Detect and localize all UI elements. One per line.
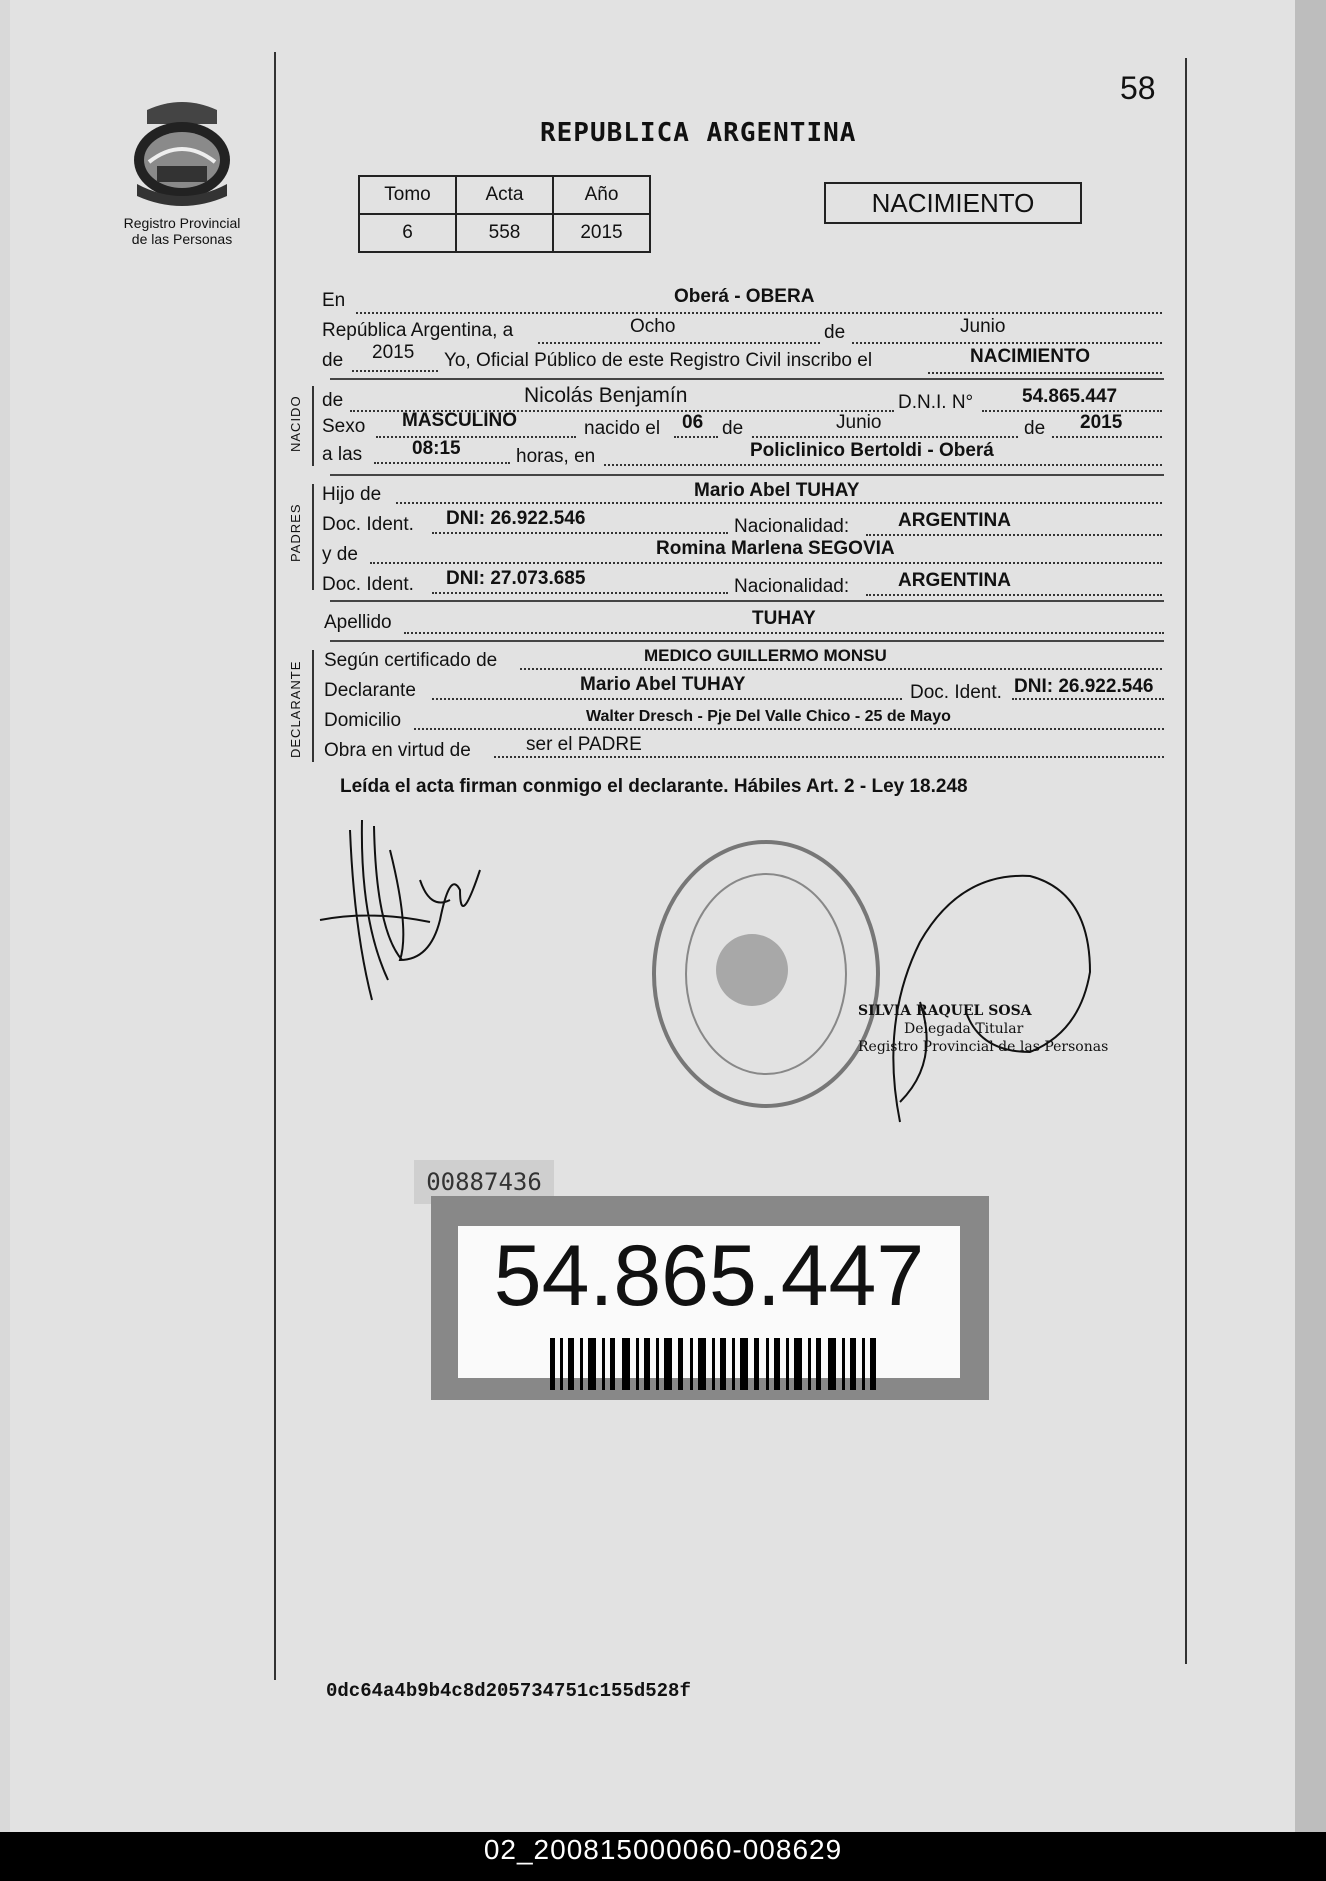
dotted-line (674, 436, 718, 438)
child-name-value: Nicolás Benjamín (524, 384, 688, 407)
dotted-line (866, 534, 1162, 536)
domicilio-label: Domicilio (324, 710, 402, 731)
father-nationality-label: Nacionalidad: (734, 516, 850, 537)
section-divider (330, 600, 1164, 602)
registry-logo (112, 96, 252, 247)
serial-number: 00887436 (414, 1160, 554, 1204)
padres-bracket (312, 484, 314, 590)
year-value: 2015 (372, 342, 415, 363)
registry-table (358, 175, 651, 253)
dotted-line (414, 728, 1164, 730)
declarante-bracket (312, 650, 314, 762)
dotted-line (376, 436, 576, 438)
section-divider (330, 474, 1164, 476)
father-doc-label: Doc. Ident. (322, 514, 414, 535)
nacido-section-label: NACIDO (288, 395, 303, 452)
acta-header: Acta (456, 176, 553, 214)
dotted-line (432, 532, 728, 534)
declarante-label: Declarante (324, 680, 416, 701)
nacido-el-label: nacido el (584, 418, 661, 439)
dotted-line (866, 594, 1162, 596)
day-words-value: Ocho (630, 316, 676, 337)
y-de-label: y de (322, 544, 358, 565)
certificado-value: MEDICO GUILLERMO MONSU (644, 646, 887, 665)
right-margin-line (1185, 58, 1187, 1664)
father-doc-value: DNI: 26.922.546 (446, 508, 586, 529)
domicilio-value: Walter Dresch - Pje Del Valle Chico - 25 de Mayo (586, 708, 951, 725)
anio-value: 2015 (553, 214, 650, 252)
padres-section-label: PADRES (288, 503, 303, 562)
registrar-role: Delegada Titular (904, 1021, 1024, 1037)
obra-label: Obra en virtud de (324, 740, 471, 761)
dotted-line (1012, 698, 1164, 700)
sticker-inner (458, 1226, 960, 1378)
barcode-icon (550, 1338, 880, 1390)
logo-caption-line1: Registro Provincial (123, 215, 241, 231)
mother-nationality-label: Nacionalidad: (734, 576, 850, 597)
dotted-line (852, 342, 1162, 344)
document-hash: 0dc64a4b9b4c8d205734751c155d528f (326, 1680, 691, 1702)
anio-header: Año (553, 176, 650, 214)
father-name-value: Mario Abel TUHAY (694, 480, 860, 501)
dni-label-sticker (431, 1196, 989, 1400)
mother-nationality-value: ARGENTINA (898, 570, 1011, 591)
dotted-line (432, 698, 902, 700)
registrar-stamp (858, 1002, 1108, 1056)
official-seal-icon (648, 836, 884, 1112)
declarante-section-label: DECLARANTE (288, 660, 303, 758)
registrar-name: SILVIA RAQUEL SOSA (858, 1003, 1032, 1019)
dni-label: D.N.I. N° (898, 392, 974, 413)
de-label: de (824, 322, 846, 343)
dotted-line (494, 756, 1164, 758)
birth-month-value: Junio (836, 412, 882, 433)
tomo-value: 6 (359, 214, 456, 252)
birth-year-value: 2015 (1080, 412, 1123, 433)
record-type-box: NACIMIENTO (824, 182, 1082, 224)
registrar-signature (880, 862, 1100, 1138)
misiones-seal-icon (127, 96, 237, 208)
birth-place-value: Policlinico Bertoldi - Oberá (750, 440, 994, 461)
nacido-bracket (312, 386, 314, 466)
section-divider (330, 378, 1164, 380)
tomo-header: Tomo (359, 176, 456, 214)
mother-doc-label: Doc. Ident. (322, 574, 414, 595)
dotted-line (520, 668, 1162, 670)
acta-value: 558 (456, 214, 553, 252)
scan-edge (1295, 0, 1326, 1832)
dotted-line (604, 464, 1162, 466)
dotted-line (982, 410, 1162, 412)
horas-label: horas, en (516, 446, 596, 467)
scan-filename: 02_200815000060-008629 (483, 1834, 843, 1865)
page-number: 58 (1120, 70, 1156, 106)
logo-caption-line2: de las Personas (131, 231, 233, 247)
dotted-line (404, 632, 1164, 634)
certificado-label: Según certificado de (324, 650, 498, 671)
dotted-line (374, 462, 510, 464)
a-las-label: a las (322, 444, 363, 465)
registrar-office: Registro Provincial de las Personas (858, 1039, 1109, 1055)
closing-statement: Leída el acta firman conmigo el declarante. Hábiles Art. 2 - Ley 18.248 (340, 776, 968, 797)
sexo-value: MASCULINO (402, 410, 518, 431)
sticker-number: 54.865.447 (493, 1228, 925, 1324)
de-year-label: de (322, 350, 344, 371)
apellido-label: Apellido (324, 612, 392, 633)
logo-caption (112, 215, 252, 247)
declarante-name-value: Mario Abel TUHAY (580, 674, 746, 695)
dotted-line (396, 502, 1162, 504)
dotted-line (928, 372, 1162, 374)
document-title: REPUBLICA ARGENTINA (540, 118, 857, 148)
father-nationality-value: ARGENTINA (898, 510, 1011, 531)
dotted-line (432, 592, 728, 594)
nacido-de-label: de (322, 390, 344, 411)
hijo-de-label: Hijo de (322, 484, 382, 505)
place-value: Oberá - OBERA (674, 286, 815, 307)
dotted-line (370, 562, 1162, 564)
dotted-line (352, 370, 438, 372)
child-dni-value: 54.865.447 (1022, 386, 1118, 407)
obra-value: ser el PADRE (526, 734, 642, 755)
inscription-type-value: NACIMIENTO (970, 346, 1090, 367)
dotted-line (752, 436, 1018, 438)
dotted-line (538, 342, 820, 344)
apellido-value: TUHAY (752, 608, 816, 629)
dotted-line (1052, 436, 1162, 438)
dotted-line (356, 312, 1162, 314)
nacido-de-label-3: de (1024, 418, 1046, 439)
republica-label: República Argentina, a (322, 320, 514, 341)
month-value: Junio (960, 316, 1006, 337)
birth-day-value: 06 (682, 412, 704, 433)
nacido-de-label-2: de (722, 418, 744, 439)
section-divider (330, 640, 1164, 642)
declarante-doc-value: DNI: 26.922.546 (1014, 676, 1154, 697)
declarante-doc-label: Doc. Ident. (910, 682, 1002, 703)
birth-time-value: 08:15 (412, 438, 461, 459)
left-margin-line (274, 52, 276, 1680)
mother-name-value: Romina Marlena SEGOVIA (656, 538, 895, 559)
declarant-signature (310, 810, 500, 1010)
mother-doc-value: DNI: 27.073.685 (446, 568, 586, 589)
sexo-label: Sexo (322, 416, 366, 437)
en-label: En (322, 290, 346, 311)
inscribo-label: Yo, Oficial Público de este Registro Civil inscribo el (444, 350, 873, 371)
